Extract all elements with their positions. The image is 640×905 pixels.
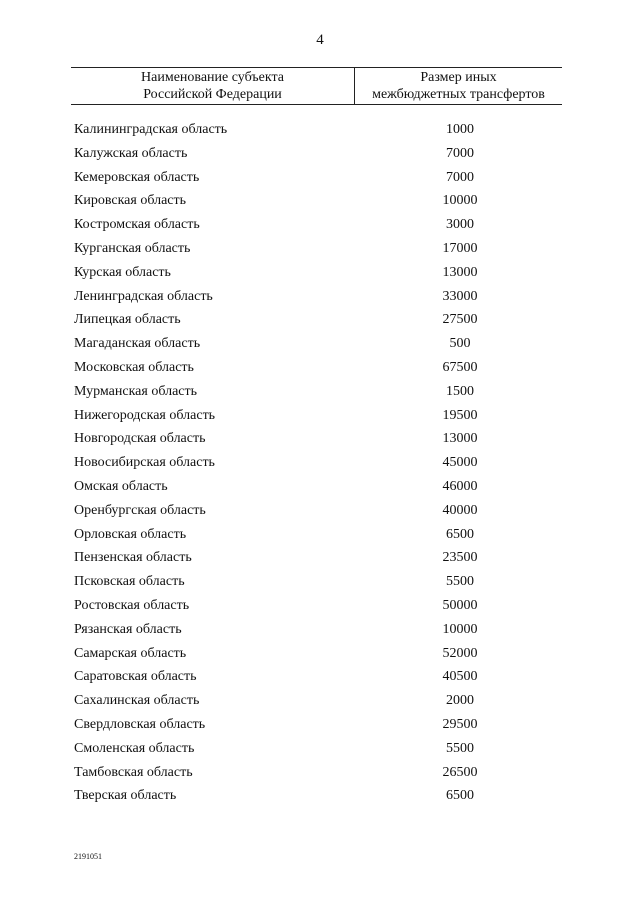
region-name: Смоленская область <box>74 740 195 756</box>
region-name: Ленинградская область <box>74 288 213 304</box>
region-name: Курганская область <box>74 240 191 256</box>
table-row <box>0 570 640 594</box>
region-name: Липецкая область <box>74 312 181 328</box>
region-name: Ростовская область <box>74 597 190 613</box>
table-row <box>0 142 640 166</box>
table-row <box>0 451 640 475</box>
transfer-amount: 23500 <box>442 550 478 566</box>
region-name: Мурманская область <box>74 383 198 399</box>
transfer-amount: 46000 <box>442 478 478 494</box>
region-name: Свердловская область <box>74 716 206 732</box>
region-name: Пензенская область <box>74 550 192 566</box>
region-name: Магаданская область <box>74 336 201 352</box>
transfer-amount: 13000 <box>442 431 478 447</box>
table-row <box>0 213 640 237</box>
transfer-amount: 10000 <box>442 193 478 209</box>
region-name: Новосибирская область <box>74 455 215 471</box>
table-row <box>0 689 640 713</box>
table-row <box>0 475 640 499</box>
column-header-region <box>71 69 354 103</box>
region-name: Московская область <box>74 359 194 375</box>
table-row <box>0 642 640 666</box>
region-name: Тверская область <box>74 788 177 804</box>
transfer-amount: 19500 <box>442 407 478 423</box>
transfer-amount: 26500 <box>442 764 478 780</box>
page-number: 4 <box>316 32 324 48</box>
region-name: Сахалинская область <box>74 693 200 709</box>
table-row <box>0 404 640 428</box>
table-row <box>0 713 640 737</box>
region-name: Псковская область <box>74 574 185 590</box>
transfer-amount: 1000 <box>446 122 474 137</box>
transfer-amount: 1500 <box>446 383 474 399</box>
table-row <box>0 189 640 213</box>
column-header-region-line-1: Наименование субъекта <box>141 70 284 85</box>
table-row <box>0 594 640 618</box>
transfer-amount: 45000 <box>442 455 478 471</box>
region-name: Оренбургская область <box>74 502 206 518</box>
table-row <box>0 761 640 785</box>
table-row <box>0 737 640 761</box>
table-row <box>0 118 640 142</box>
transfer-amount: 6500 <box>446 526 474 542</box>
transfer-amount: 52000 <box>442 645 478 661</box>
table-row <box>0 332 640 356</box>
transfer-amount: 40000 <box>442 502 478 518</box>
table-body <box>0 118 640 808</box>
transfer-amount: 67500 <box>442 359 478 375</box>
transfer-amount: 3000 <box>446 217 474 233</box>
table-row <box>0 261 640 285</box>
transfer-amount: 27500 <box>442 312 478 328</box>
table-row <box>0 237 640 261</box>
region-name: Кемеровская область <box>74 169 200 185</box>
transfer-amount: 500 <box>449 336 471 352</box>
table-row <box>0 356 640 380</box>
transfer-amount: 13000 <box>442 264 478 280</box>
column-header-amount <box>355 69 562 103</box>
table-header-bottom-rule <box>71 104 562 105</box>
transfer-amount: 40500 <box>442 669 478 685</box>
transfer-amount: 10000 <box>442 621 478 637</box>
region-name: Курская область <box>74 264 171 280</box>
region-name: Орловская область <box>74 526 187 542</box>
region-name: Омская область <box>74 478 168 494</box>
table-row <box>0 618 640 642</box>
region-name: Новгородская область <box>74 431 206 447</box>
table-row <box>0 523 640 547</box>
transfer-amount: 6500 <box>446 788 474 804</box>
region-name: Рязанская область <box>74 621 182 637</box>
table-row <box>0 665 640 689</box>
transfer-amount: 5500 <box>446 740 474 756</box>
table-row <box>0 380 640 404</box>
transfer-amount: 33000 <box>442 288 478 304</box>
transfer-amount: 7000 <box>446 169 474 185</box>
region-name: Кировская область <box>74 193 187 209</box>
region-name: Нижегородская область <box>74 407 216 423</box>
region-name: Калужская область <box>74 145 188 161</box>
transfer-amount: 2000 <box>446 693 474 709</box>
table-row <box>0 166 640 190</box>
document-code: 2191051 <box>74 852 102 861</box>
table-row <box>0 308 640 332</box>
transfer-amount: 7000 <box>446 145 474 161</box>
table-header-top-rule <box>71 67 562 68</box>
transfer-amount: 29500 <box>442 716 478 732</box>
region-name: Костромская область <box>74 217 200 233</box>
region-name: Тамбовская область <box>74 764 193 780</box>
table-row <box>0 546 640 570</box>
region-name: Саратовская область <box>74 669 197 685</box>
column-header-amount-line-2: межбюджетных трансфертов <box>372 87 545 102</box>
table-row <box>0 285 640 309</box>
table-row <box>0 499 640 523</box>
region-name: Самарская область <box>74 645 187 661</box>
region-name: Калининградская область <box>74 122 228 137</box>
transfer-amount: 17000 <box>442 240 478 256</box>
transfer-amount: 5500 <box>446 574 474 590</box>
column-header-amount-line-1: Размер иных <box>420 70 497 85</box>
table-row <box>0 427 640 451</box>
column-header-region-line-2: Российской Федерации <box>143 87 282 102</box>
transfer-amount: 50000 <box>442 597 478 613</box>
table-row <box>0 784 640 808</box>
